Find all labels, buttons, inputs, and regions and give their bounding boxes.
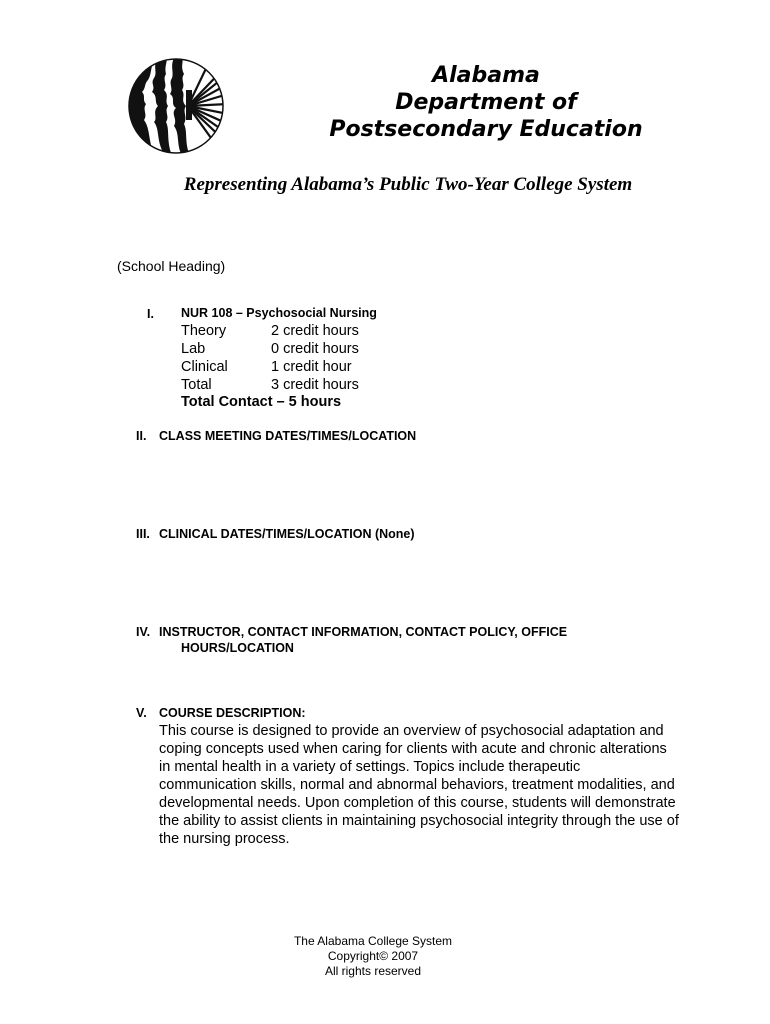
section-number: II. [136, 429, 147, 443]
credit-row [181, 323, 359, 339]
credit-value: 1 credit hour [271, 359, 352, 375]
section-heading: INSTRUCTOR, CONTACT INFORMATION, CONTACT POLICY, OFFICE [159, 625, 568, 639]
course-title: NUR 108 – Psychosocial Nursing [181, 306, 377, 320]
credit-label: Clinical [181, 359, 228, 375]
section-heading: CLINICAL DATES/TIMES/LOCATION (None) [159, 527, 415, 541]
section-heading: CLASS MEETING DATES/TIMES/LOCATION [159, 429, 417, 443]
footer [200, 934, 546, 979]
school-heading: (School Heading) [117, 258, 226, 274]
credit-row [181, 341, 359, 357]
credit-label: Theory [181, 323, 227, 339]
credit-row [181, 377, 359, 393]
credit-value: 2 credit hours [271, 323, 359, 339]
footer-line: The Alabama College System [293, 934, 453, 948]
section-number: III. [136, 527, 150, 541]
footer-line: Copyright© 2007 [327, 949, 419, 963]
credit-row [181, 359, 352, 375]
organization-logo [128, 56, 228, 156]
organization-title [300, 62, 672, 143]
section-heading: COURSE DESCRIPTION: [159, 706, 306, 720]
credit-value: 3 credit hours [271, 377, 359, 393]
tagline: Representing Alabama’s Public Two-Year College System [183, 174, 633, 195]
section-heading-continued: HOURS/LOCATION [181, 641, 294, 655]
credit-label: Total [181, 377, 212, 393]
org-title-line1: Alabama [432, 63, 540, 88]
footer-line: All rights reserved [324, 964, 422, 978]
section-number: I. [147, 307, 154, 321]
org-title-line3: Postsecondary Education [329, 117, 643, 142]
org-title-line2: Department of [395, 90, 577, 115]
total-contact: Total Contact – 5 hours [181, 394, 342, 410]
credit-label: Lab [181, 341, 206, 357]
section-number: V. [136, 706, 147, 720]
course-description: This course is designed to provide an overview of psychosocial adaptation and coping concepts used when caring for clients with acute and chronic alterations in mental health in a variety of settings. Topics include therapeutic communication skills, normal and abnormal behaviors, treatment modalities, and developmental needs. Upon completion of this course, students will demonstrate the ability to assist clients in maintaining psychosocial integrity through the use of the nursing process. [159, 723, 679, 847]
section-number: IV. [136, 625, 151, 639]
credit-value: 0 credit hours [271, 341, 359, 357]
